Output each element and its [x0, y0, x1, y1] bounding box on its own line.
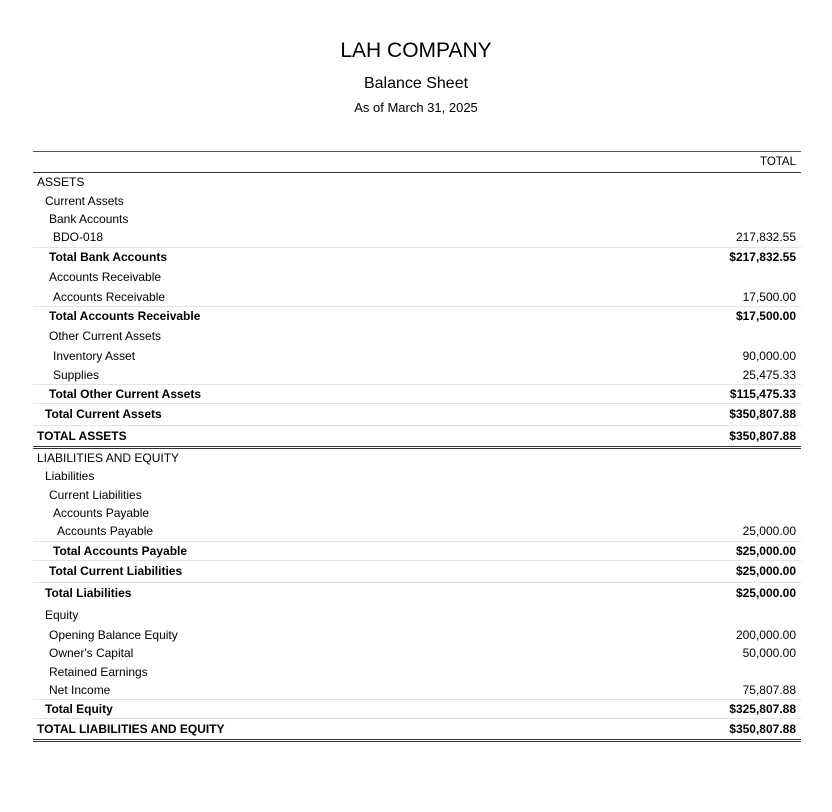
- row-amount: 25,000.00: [742, 524, 796, 539]
- row-label: Total Bank Accounts: [49, 249, 168, 264]
- report-date: As of March 31, 2025: [354, 100, 478, 115]
- group-other-current-assets: [33, 325, 801, 347]
- row-amount: $25,000.00: [735, 586, 796, 601]
- account-row-supplies: [33, 365, 801, 383]
- total-row-other-current-assets: [33, 384, 801, 403]
- row-amount: 17,500.00: [742, 289, 796, 304]
- total-row-equity: [33, 699, 801, 718]
- account-row-inventory-asset: [33, 347, 801, 365]
- row-amount: $350,807.88: [729, 428, 796, 443]
- balance-sheet-table: [33, 151, 801, 742]
- group-accounts-receivable: [33, 266, 801, 288]
- row-amount: $17,500.00: [735, 308, 796, 323]
- account-row-owners-capital: [33, 644, 801, 662]
- row-label: Inventory Asset: [53, 349, 136, 364]
- row-label: Accounts Payable: [53, 506, 150, 521]
- row-amount: 217,832.55: [735, 230, 796, 245]
- account-row-bdo: [33, 228, 801, 246]
- row-label: Total Current Liabilities: [49, 564, 183, 579]
- row-amount: 50,000.00: [742, 646, 796, 661]
- row-amount: $325,807.88: [729, 702, 796, 717]
- row-label: Other Current Assets: [49, 328, 162, 343]
- account-row-net-income: [33, 681, 801, 699]
- row-amount: $115,475.33: [729, 386, 796, 401]
- row-amount: $25,000.00: [735, 564, 796, 579]
- total-row-current-assets: [33, 403, 801, 425]
- row-amount: $350,807.88: [729, 722, 796, 737]
- row-amount: 25,475.33: [742, 367, 796, 382]
- row-label: TOTAL ASSETS: [37, 428, 127, 443]
- row-label: Total Current Assets: [45, 407, 162, 422]
- total-row-liabilities-and-equity: [33, 718, 801, 742]
- row-label: Current Assets: [45, 193, 124, 208]
- account-row-accounts-payable: [33, 522, 801, 540]
- group-accounts-payable: [33, 504, 801, 522]
- row-label: Owner's Capital: [49, 646, 134, 661]
- row-label: ASSETS: [37, 175, 85, 190]
- row-label: Equity: [45, 607, 79, 622]
- row-label: Total Equity: [45, 702, 113, 717]
- total-row-bank-accounts: [33, 247, 801, 266]
- row-label: Supplies: [53, 367, 100, 382]
- total-row-liabilities: [33, 582, 801, 604]
- row-label: TOTAL LIABILITIES AND EQUITY: [37, 722, 225, 737]
- total-row-accounts-payable: [33, 541, 801, 560]
- row-amount: 200,000.00: [735, 627, 796, 642]
- row-label: BDO-018: [53, 230, 104, 245]
- account-row-opening-balance-equity: [33, 626, 801, 644]
- section-assets: [33, 173, 801, 191]
- row-label: Total Accounts Receivable: [49, 308, 201, 323]
- group-current-liabilities: [33, 486, 801, 504]
- group-equity: [33, 604, 801, 626]
- group-liabilities: [33, 467, 801, 485]
- total-row-assets: [33, 425, 801, 449]
- row-label: LIABILITIES AND EQUITY: [37, 450, 180, 465]
- row-label: Current Liabilities: [49, 487, 142, 502]
- row-amount: $350,807.88: [729, 407, 796, 422]
- company-name: LAH COMPANY: [340, 39, 492, 62]
- row-label: Liabilities: [45, 469, 95, 484]
- row-label: Accounts Payable: [57, 524, 154, 539]
- row-label: Net Income: [49, 683, 111, 698]
- row-label: Accounts Receivable: [53, 289, 166, 304]
- group-bank-accounts: [33, 210, 801, 228]
- section-liabilities-and-equity: [33, 449, 801, 467]
- account-row-accounts-receivable: [33, 288, 801, 306]
- row-label: Total Liabilities: [45, 586, 132, 601]
- total-row-current-liabilities: [33, 560, 801, 582]
- row-amount: 75,807.88: [742, 683, 796, 698]
- account-row-retained-earnings: [33, 662, 801, 680]
- row-label: Bank Accounts: [49, 211, 129, 226]
- row-label: Total Accounts Payable: [53, 543, 188, 558]
- group-current-assets: [33, 191, 801, 209]
- row-amount: $25,000.00: [735, 543, 796, 558]
- row-label: Total Other Current Assets: [49, 386, 202, 401]
- row-label: Retained Earnings: [49, 664, 148, 679]
- row-label: Opening Balance Equity: [49, 627, 178, 642]
- total-row-accounts-receivable: [33, 306, 801, 325]
- column-header-total: TOTAL: [33, 152, 801, 173]
- row-label: Accounts Receivable: [49, 269, 162, 284]
- row-amount: $217,832.55: [729, 249, 796, 264]
- report-title: Balance Sheet: [363, 75, 469, 92]
- row-amount: 90,000.00: [742, 349, 796, 364]
